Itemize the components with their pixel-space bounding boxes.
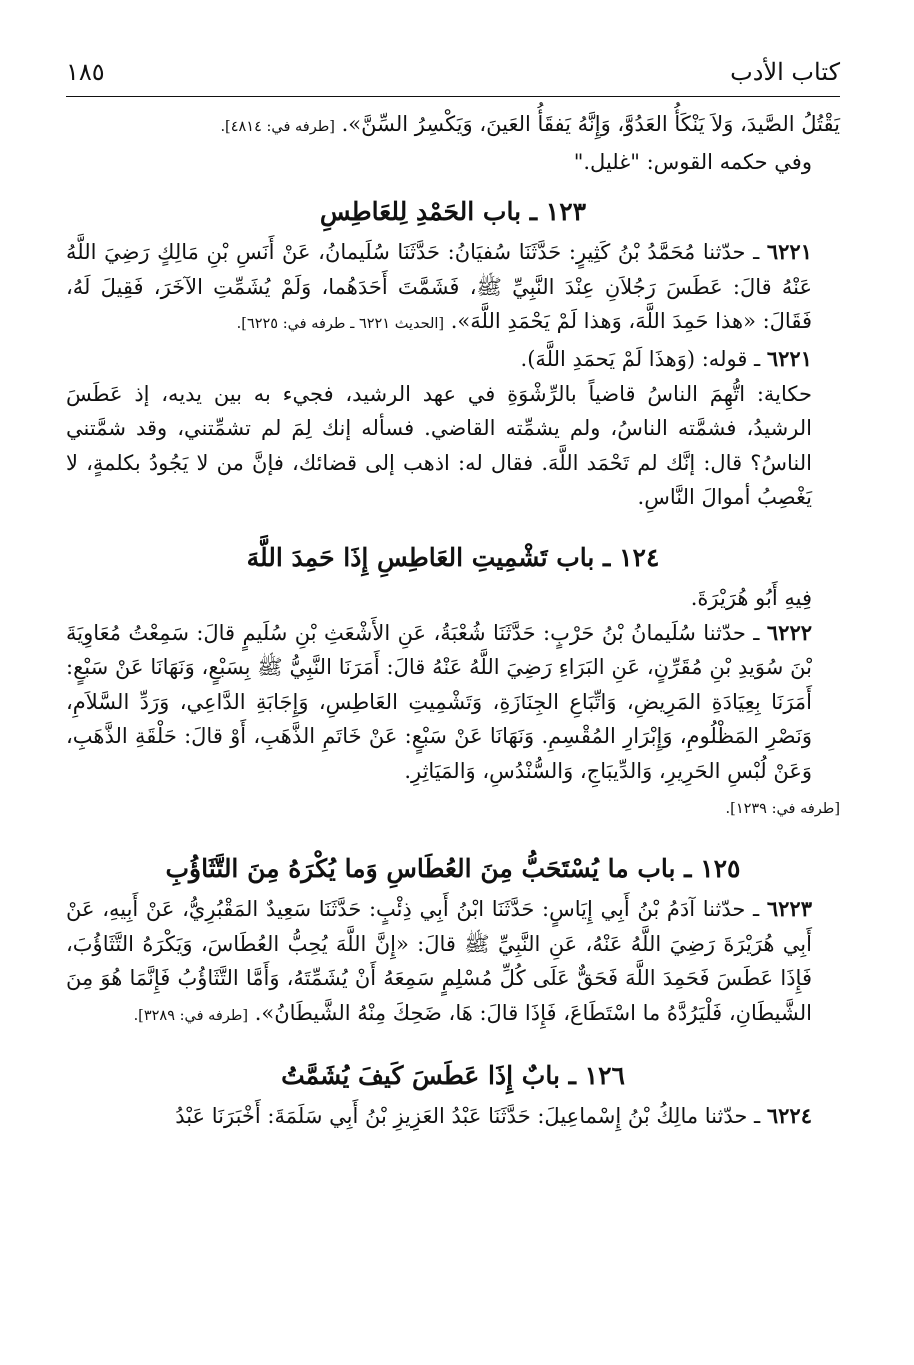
page — [66, 52, 840, 1134]
commentary-number: ٦٢٢١ — [766, 345, 812, 371]
hadith-6223 — [66, 892, 840, 1033]
hadith-number: ٦٢٢٢ — [766, 619, 813, 645]
running-header — [66, 52, 840, 97]
story-paragraph: حكاية: اتُّهِمَ الناسُ قاضياً بالرِّشْوَةِ في عهد الرشيد، فجيء به بين يديه، إذ عَطَسَ الرشيدُ، فشمَّته الناسُ، ولم يشمِّته القاضي. فسأله إنك لِمَ لم تشمِّتني، وقد شمَّتني الناسُ؟ قال: إنَّك لم تَحْمَد اللَّهَ. فقال له: اذهب إلى قضائك، فإنَّ من لا يَجُودُ بكلمةٍ، لا يَغْصِبُ أموالَ النَّاسِ. — [66, 381, 812, 510]
commentary-text: ـ قوله: (وَهذَا لَمْ يَحمَدِ اللَّهَ). — [520, 346, 761, 371]
chapter-heading-125: ١٢٥ ـ باب ما يُسْتَحَبُّ مِنَ العُطَاسِ وَما يُكْرَهُ مِنَ التَّثَاؤُبِ — [165, 854, 741, 884]
book-title: كتاب الأدب — [730, 58, 840, 86]
hadith-text: ـ حدّثنا سُلَيمانُ بْنُ حَرْبٍ: حَدَّثَنَا شُعْبَةُ، عَنِ الأَشْعَثِ بْنِ سُلَيمٍ قالَ: سَمِعْتُ مُعَاوِيَةَ بْنَ سُوَيدِ بْنِ مُقَرِّنٍ، عَنِ البَرَاءِ رَضِيَ اللَّهُ عَنْهُ قالَ: أَمَرَنَا النَّبِيُّ ﷺ بِسَبْعٍ، وَنَهَانَا عَنْ سَبْعٍ: أَمَرَنَا بِعِيَادَةِ المَرِيضِ، وَاتِّبَاعِ الجِنَازَةِ، وَتَشْمِيتِ العَاطِسِ، وَإِجَابَةِ الدَّاعِي، وَرَدِّ السَّلاَمِ، وَنَصْرِ المَظْلُومِ، وَإِبْرَارِ المُقْسِمِ. وَنَهَانَا عَنْ سَبْعٍ: عَنْ خَاتَمِ الذَّهَبِ، أَوْ قالَ: حَلْقَةِ الذَّهَبِ، وَعَنْ لُبْسِ الحَرِيرِ، وَالدِّيبَاجِ، وَالسُّنْدُسِ، وَالمَيَاثِرِ. — [66, 620, 812, 783]
hadith-reference: [طرفه في: ١٢٣٩]. — [725, 800, 840, 817]
hadith-number: ٦٢٢١ — [766, 239, 812, 265]
hadith-text: ـ حدّثنا مالِكُ بْنُ إِسْماعِيلَ: حَدَّثَنَا عَبْدُ العَزِيزِ بْنُ أَبِي سَلَمَةَ: أَخْبَرَنَا عَبْدُ — [175, 1104, 761, 1129]
hadith-6221 — [66, 235, 840, 342]
hadith-number: ٦٢٢٤ — [766, 1103, 812, 1129]
hadith-text: ـ حدّثنا آدَمُ بْنُ أَبِي إِيَاسٍ: حَدَّثَنَا ابْنُ أَبِي ذِئْبٍ: حَدَّثَنَا سَعِيدٌ المَقْبُرِيُّ، عَنْ أَبِيهِ، عَنْ أَبِي هُرَيْرَةَ رَضِيَ اللَّهُ عَنْهُ، عَنِ النَّبِيِّ ﷺ قالَ: «إِنَّ اللَّهَ يُحِبُّ العُطَاسَ، وَيَكْرَهُ التَّثَاؤُبَ، فَإِذَا عَطَسَ فَحَمِدَ اللَّهَ فَحَقٌّ عَلَى كُلِّ مُسْلِمٍ سَمِعَهُ أَنْ يُشَمِّتَهُ، وَأَمَّا التَّثَاؤُبُ فَإِنَّمَا هُوَ مِنَ الشَّيطَانِ، فَلْيَرُدَّهُ ما اسْتَطَاعَ، فَإِذَا قالَ: هَا، ضَحِكَ مِنْهُ الشَّيطَانُ». — [66, 897, 812, 1025]
hadith-number: ٦٢٢٣ — [766, 896, 812, 922]
chapter-heading-126: ١٢٦ ـ بابٌ إِذَا عَطَسَ كَيفَ يُشَمَّتُ — [281, 1061, 625, 1091]
intro-reference: [طرفه في: ٤٨١٤]. — [220, 119, 335, 135]
hadith-6224 — [66, 1099, 840, 1134]
hadith-text: ـ حدّثنا مُحَمَّدُ بْنُ كَثِيرٍ: حَدَّثَنَا سُفيَانُ: حَدَّثَنَا سُلَيمانُ، عَنْ أَنَسِ بْنِ مَالِكٍ رَضِيَ اللَّهُ عَنْهُ قالَ: عَطَسَ رَجُلاَنِ عِنْدَ النَّبِيِّ ﷺ، فَشَمَّتَ أَحَدَهُما، وَلَمْ يُشَمِّتِ الآخَرَ، فَقِيلَ لَهُ، فَقَالَ: «هذا حَمِدَ اللَّهَ، وَهذا لَمْ يَحْمَدِ اللَّهَ». — [66, 240, 812, 334]
chapter-heading-123: ١٢٣ ـ باب الحَمْدِ لِلعَاطِسِ — [319, 197, 587, 227]
fih-line: فِيهِ أَبُو هُرَيْرَةَ. — [690, 585, 812, 610]
hadith-6222-reference-line — [66, 789, 840, 827]
hadith-6222 — [66, 616, 840, 789]
page-number: ١٨٥ — [66, 58, 105, 86]
intro-note: وفي حكمه القوس: "غليل." — [573, 149, 812, 174]
hadith-reference: [طرفه في: ٣٢٨٩]. — [133, 1007, 249, 1024]
intro-paragraph — [66, 107, 840, 145]
intro-text: يَقْتُلُ الصَّيدَ، وَلاَ يَنْكَأُ العَدُوَّ، وَإِنَّهُ يَفقَأُ العَينَ، وَيَكْسِرُ السِّنَّ». — [341, 112, 840, 136]
hadith-reference: [الحديث ٦٢٢١ ـ طرفه في: ٦٢٢٥]. — [236, 316, 445, 333]
commentary-6221 — [66, 342, 840, 377]
chapter-heading-124: ١٢٤ ـ باب تَشْمِيتِ العَاطِسِ إِذَا حَمِدَ اللَّهَ — [246, 542, 660, 572]
